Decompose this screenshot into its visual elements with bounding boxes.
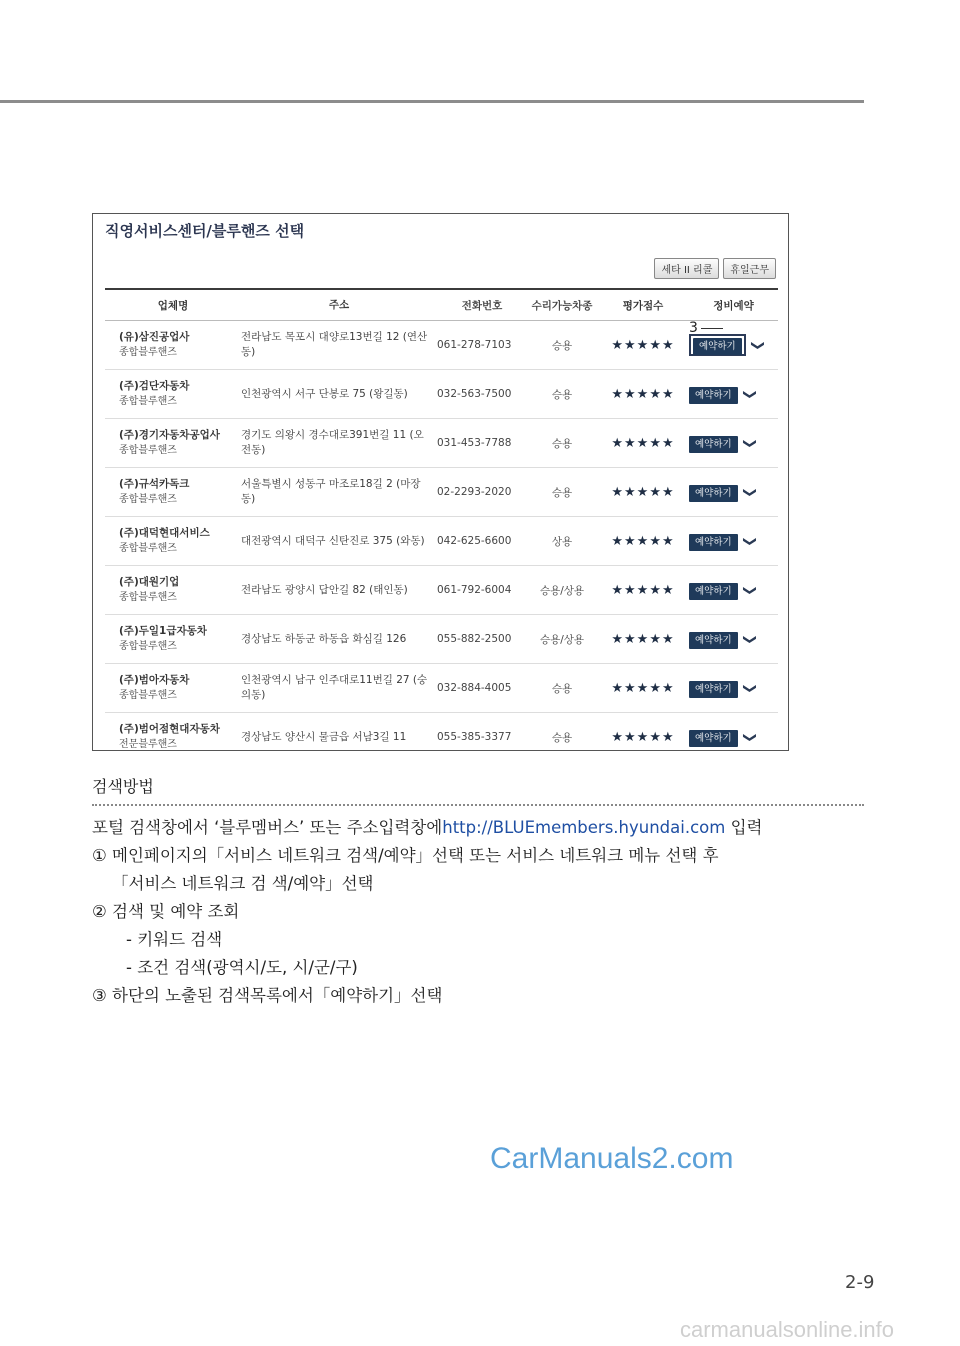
shop-cell — [105, 428, 241, 458]
shop-address: 인천광역시 서구 단봉로 75 (왕길동) — [241, 387, 408, 400]
chevron-down-icon[interactable]: ❯ — [741, 388, 757, 400]
shop-type: 종합블루핸즈 — [119, 396, 177, 407]
intro-line — [92, 814, 762, 838]
chevron-down-icon[interactable]: ❯ — [749, 339, 765, 351]
book-button[interactable]: 예약하기 — [693, 338, 742, 355]
rating-stars — [597, 681, 689, 696]
shop-name: (주)두일1급자동차 — [119, 625, 207, 637]
book-button[interactable]: 예약하기 — [689, 583, 738, 600]
shop-phone: 061-792-6004 — [437, 584, 512, 596]
book-button[interactable]: 예약하기 — [689, 632, 738, 649]
shop-cell — [105, 624, 241, 654]
step2-condition: - 조건 검색(광역시/도, 시/군/구) — [126, 958, 358, 977]
book-button-wrap — [689, 534, 738, 548]
shop-type: 종합블루핸즈 — [119, 347, 177, 358]
table-header — [105, 288, 778, 321]
step1-line: ① 메인페이지의「서비스 네트워크 검색/예약」선택 또는 서비스 네트워크 메뉴 선택 후 — [92, 846, 719, 865]
rating-stars — [597, 583, 689, 598]
rating-stars — [597, 338, 689, 353]
shop-address: 서울특별시 성동구 마조로18길 2 (마장동) — [241, 478, 421, 505]
header-rating: 평가점수 — [622, 299, 664, 312]
book-button-wrap — [689, 485, 738, 499]
shop-phone: 031-453-7788 — [437, 437, 512, 449]
step3-line: ③ 하단의 노출된 검색목록에서「예약하기」선택 — [92, 986, 443, 1005]
rating-stars — [597, 485, 689, 500]
star-icons: ★★★★★ — [611, 337, 675, 353]
shop-address: 경상남도 양산시 물금읍 서남3길 11 — [241, 730, 407, 743]
table-body — [105, 321, 778, 751]
shop-phone: 032-563-7500 — [437, 388, 512, 400]
step1-continuation: 「서비스 네트워크 검 색/예약」선택 — [112, 874, 374, 893]
header-phone: 전화번호 — [461, 299, 503, 312]
holiday-button[interactable]: 휴일근무 — [723, 258, 776, 279]
shop-address: 전라남도 광양시 답안길 82 (태인동) — [241, 583, 408, 596]
shop-name: (주)대원기업 — [119, 576, 180, 588]
shop-address: 경기도 의왕시 경수대로391번길 11 (오전동) — [241, 429, 424, 456]
carmanuals-watermark: CarManuals2.com — [490, 1142, 734, 1175]
shop-cell — [105, 526, 241, 556]
shop-car-type: 승용 — [551, 339, 573, 352]
shop-name: (주)규석카독크 — [119, 478, 190, 490]
shop-name: (주)범아자동차 — [119, 674, 190, 686]
table-row — [105, 664, 778, 713]
shop-car-type: 승용 — [551, 437, 573, 450]
shop-cell — [105, 379, 241, 409]
star-icons: ★★★★★ — [611, 729, 675, 745]
top-rule — [0, 100, 864, 103]
shop-car-type: 상용 — [551, 535, 573, 548]
shop-type: 종합블루핸즈 — [119, 543, 177, 554]
book-button-wrap — [689, 632, 738, 646]
service-center-screenshot — [92, 213, 789, 751]
star-icons: ★★★★★ — [611, 582, 675, 598]
booking-cell — [689, 583, 778, 598]
table-row — [105, 370, 778, 419]
book-button-wrap — [689, 387, 738, 401]
star-icons: ★★★★★ — [611, 435, 675, 451]
step2-line: ② 검색 및 예약 조회 — [92, 902, 240, 921]
shop-phone: 055-882-2500 — [437, 633, 512, 645]
shop-car-type: 승용/상용 — [539, 633, 585, 646]
screenshot-title: 직영서비스센터/블루핸즈 선택 — [105, 222, 305, 240]
rating-stars — [597, 632, 689, 647]
shop-cell — [105, 575, 241, 605]
shop-cell — [105, 722, 241, 751]
table-row — [105, 713, 778, 751]
intro-url[interactable]: http://BLUEmembers.hyundai.com — [442, 818, 726, 837]
shop-address: 경상남도 하동군 하동읍 화심길 126 — [241, 632, 407, 645]
shop-type: 종합블루핸즈 — [119, 592, 177, 603]
recall-button[interactable]: 세타 II 리콜 — [654, 258, 719, 279]
chevron-down-icon[interactable]: ❯ — [741, 437, 757, 449]
chevron-down-icon[interactable]: ❯ — [741, 584, 757, 596]
table-row — [105, 615, 778, 664]
shop-car-type: 승용/상용 — [539, 584, 585, 597]
dotted-divider — [92, 804, 864, 806]
booking-cell — [689, 436, 778, 451]
chevron-down-icon[interactable]: ❯ — [741, 633, 757, 645]
star-icons: ★★★★★ — [611, 484, 675, 500]
rating-stars — [597, 730, 689, 745]
shop-address: 전라남도 목포시 대양로13번길 12 (연산동) — [241, 331, 428, 358]
book-button[interactable]: 예약하기 — [689, 534, 738, 551]
header-address: 주소 — [328, 298, 350, 311]
booking-cell — [689, 334, 778, 356]
chevron-down-icon[interactable]: ❯ — [741, 535, 757, 547]
shop-name: (주)대덕현대서비스 — [119, 527, 210, 539]
shop-phone: 032-884-4005 — [437, 682, 512, 694]
chevron-down-icon[interactable]: ❯ — [741, 731, 757, 743]
header-car: 수리가능차종 — [531, 299, 593, 312]
shop-type: 전문블루핸즈 — [119, 739, 177, 750]
shop-name: (주)범어점현대자동차 — [119, 723, 220, 735]
booking-cell — [689, 387, 778, 402]
shop-type: 종합블루핸즈 — [119, 641, 177, 652]
header-name: 업체명 — [157, 299, 189, 312]
site-watermark: carmanualsonline.info — [680, 1317, 895, 1342]
shop-name: (주)경기자동차공업사 — [119, 429, 220, 441]
shop-type: 종합블루핸즈 — [119, 494, 177, 505]
intro-prefix: 포털 검색창에서 ‘블루멤버스’ 또는 주소입력창에 — [92, 818, 443, 837]
rating-stars — [597, 534, 689, 549]
shop-address: 인천광역시 남구 인주대로11번길 27 (숭의동) — [241, 674, 428, 701]
header-booking: 정비예약 — [713, 299, 754, 312]
step2-keyword: - 키워드 검색 — [126, 930, 223, 949]
shop-cell — [105, 673, 241, 703]
service-table — [105, 288, 778, 751]
shop-name: (유)삼진공업사 — [119, 331, 190, 343]
callout-number: 3 — [689, 320, 698, 336]
shop-phone: 061-278-7103 — [437, 339, 512, 351]
star-icons: ★★★★★ — [611, 386, 675, 402]
shop-cell — [105, 330, 241, 360]
book-button[interactable]: 예약하기 — [689, 485, 738, 502]
table-row — [105, 517, 778, 566]
chevron-down-icon[interactable]: ❯ — [741, 486, 757, 498]
book-button-wrap — [689, 436, 738, 450]
table-row — [105, 566, 778, 615]
booking-cell — [689, 485, 778, 500]
book-button-wrap — [689, 730, 738, 744]
star-icons: ★★★★★ — [611, 533, 675, 549]
booking-cell — [689, 632, 778, 647]
shop-phone: 042-625-6600 — [437, 535, 512, 547]
shop-phone: 02-2293-2020 — [437, 486, 512, 498]
table-row — [105, 419, 778, 468]
shop-type: 종합블루핸즈 — [119, 445, 177, 456]
book-button[interactable]: 예약하기 — [689, 730, 738, 747]
shop-car-type: 승용 — [551, 486, 573, 499]
booking-cell — [689, 681, 778, 696]
star-icons: ★★★★★ — [611, 680, 675, 696]
book-button[interactable]: 예약하기 — [689, 681, 738, 698]
book-button[interactable]: 예약하기 — [689, 387, 738, 404]
shop-phone: 055-385-3377 — [437, 731, 512, 743]
intro-suffix: 입력 — [725, 818, 763, 837]
shop-car-type: 승용 — [551, 388, 573, 401]
star-icons: ★★★★★ — [611, 631, 675, 647]
booking-cell — [689, 534, 778, 549]
book-button-wrap — [689, 681, 738, 695]
book-button[interactable]: 예약하기 — [689, 436, 738, 453]
shop-address: 대전광역시 대덕구 신탄진로 375 (와동) — [241, 534, 425, 547]
shop-type: 종합블루핸즈 — [119, 690, 177, 701]
table-row — [105, 321, 778, 370]
shop-name: (주)검단자동차 — [119, 380, 190, 392]
page-number: 2-9 — [845, 1272, 875, 1293]
rating-stars — [597, 436, 689, 451]
booking-cell — [689, 730, 778, 745]
shop-car-type: 승용 — [551, 682, 573, 695]
chevron-down-icon[interactable]: ❯ — [741, 682, 757, 694]
shop-cell — [105, 477, 241, 507]
method-title: 검색방법 — [92, 777, 154, 796]
table-row — [105, 468, 778, 517]
shop-car-type: 승용 — [551, 731, 573, 744]
screenshot-buttons — [654, 258, 776, 279]
book-button-wrap — [689, 334, 746, 356]
book-button-wrap — [689, 583, 738, 597]
rating-stars — [597, 387, 689, 402]
